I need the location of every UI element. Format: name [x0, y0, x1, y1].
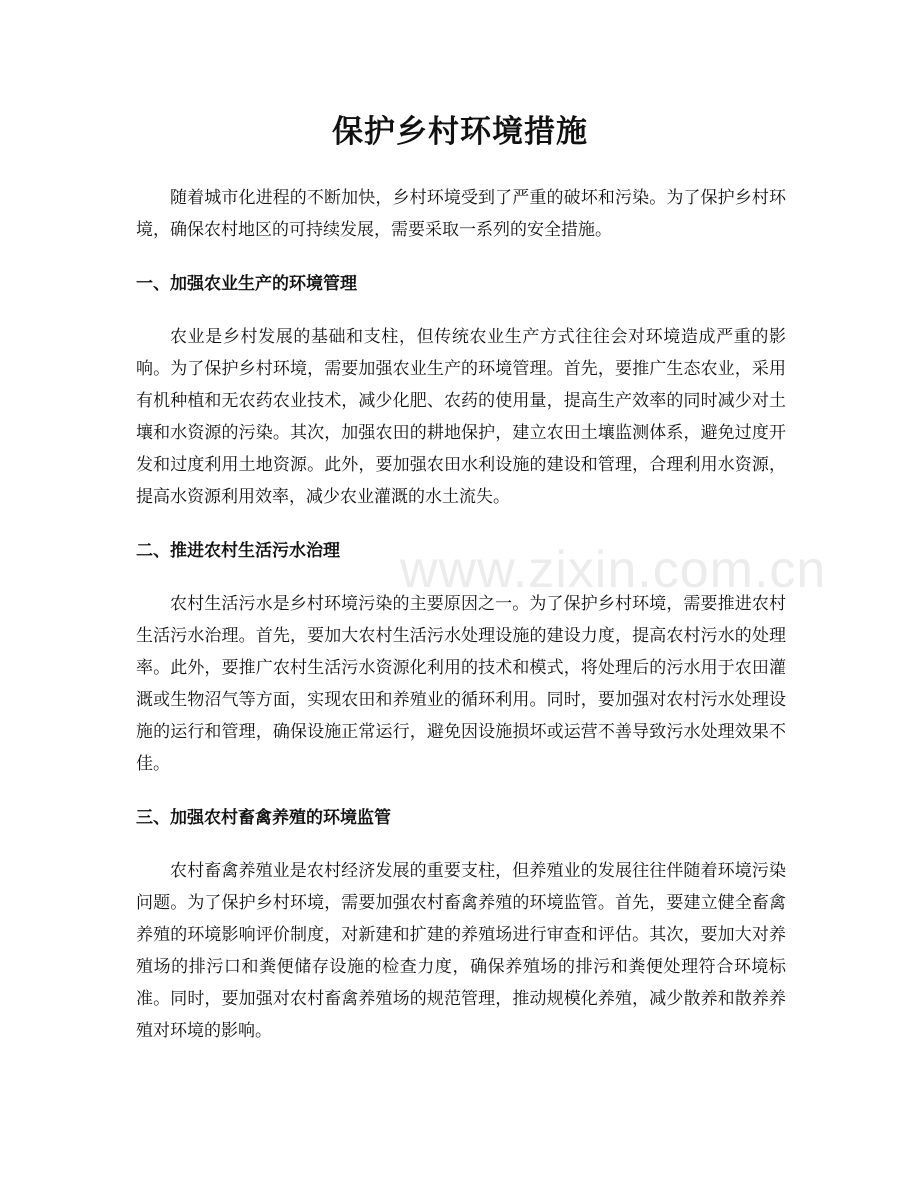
section-body-3: 农村畜禽养殖业是农村经济发展的重要支柱，但养殖业的发展往往伴随着环境污染问题。为了保护乡村环境，需要加强农村畜禽养殖的环境监管。首先，要建立健全畜禽养殖的环境影响评价制度，对新建和扩建的养殖场进行审查和评估。其次，要加大对养殖场的排污口和粪便储存设施的检查力度，确保养殖场的排污和粪便处理符合环境标准。同时，要加强对农村畜禽养殖场的规范管理，推动规模化养殖，减少散养和散养养殖对环境的影响。	[136, 861, 786, 1041]
document-body	[136, 182, 786, 1047]
section-body-2: 农村生活污水是乡村环境污染的主要原因之一。为了保护乡村环境，需要推进农村生活污水治理。首先，要加大农村生活污水处理设施的建设力度，提高农村污水的处理率。此外，要推广农村生活污水资源化利用的技术和模式，将处理后的污水用于农田灌溉或生物沼气等方面，实现农田和养殖业的循环利用。同时，要加强对农村污水处理设施的运行和管理，确保设施正常运行，避免因设施损坏或运营不善导致污水处理效果不佳。	[136, 594, 786, 774]
watermark: www.zixin.com.cn	[400, 541, 827, 599]
section-body-1: 农业是乡村发展的基础和支柱，但传统农业生产方式往往会对环境造成严重的影响。为了保护乡村环境，需要加强农业生产的环境管理。首先，要推广生态农业，采用有机种植和无农药农业技术，减少化肥、农药的使用量，提高生产效率的同时减少对土壤和水资源的污染。其次，加强农田的耕地保护，建立农田土壤监测体系，避免过度开发和过度利用土地资源。此外，要加强农田水利设施的建设和管理，合理利用水资源，提高水资源利用效率，减少农业灌溉的水土流失。	[136, 327, 786, 507]
section-heading-1: 一、加强农业生产的环境管理	[136, 274, 357, 294]
intro-paragraph: 随着城市化进程的不断加快，乡村环境受到了严重的破坏和污染。为了保护乡村环境，确保农村地区的可持续发展，需要采取一系列的安全措施。	[136, 188, 786, 240]
document-title: 保护乡村环境措施	[332, 114, 588, 150]
section-heading-2: 二、推进农村生活污水治理	[136, 541, 340, 561]
section-heading-3: 三、加强农村畜禽养殖的环境监管	[136, 808, 391, 828]
